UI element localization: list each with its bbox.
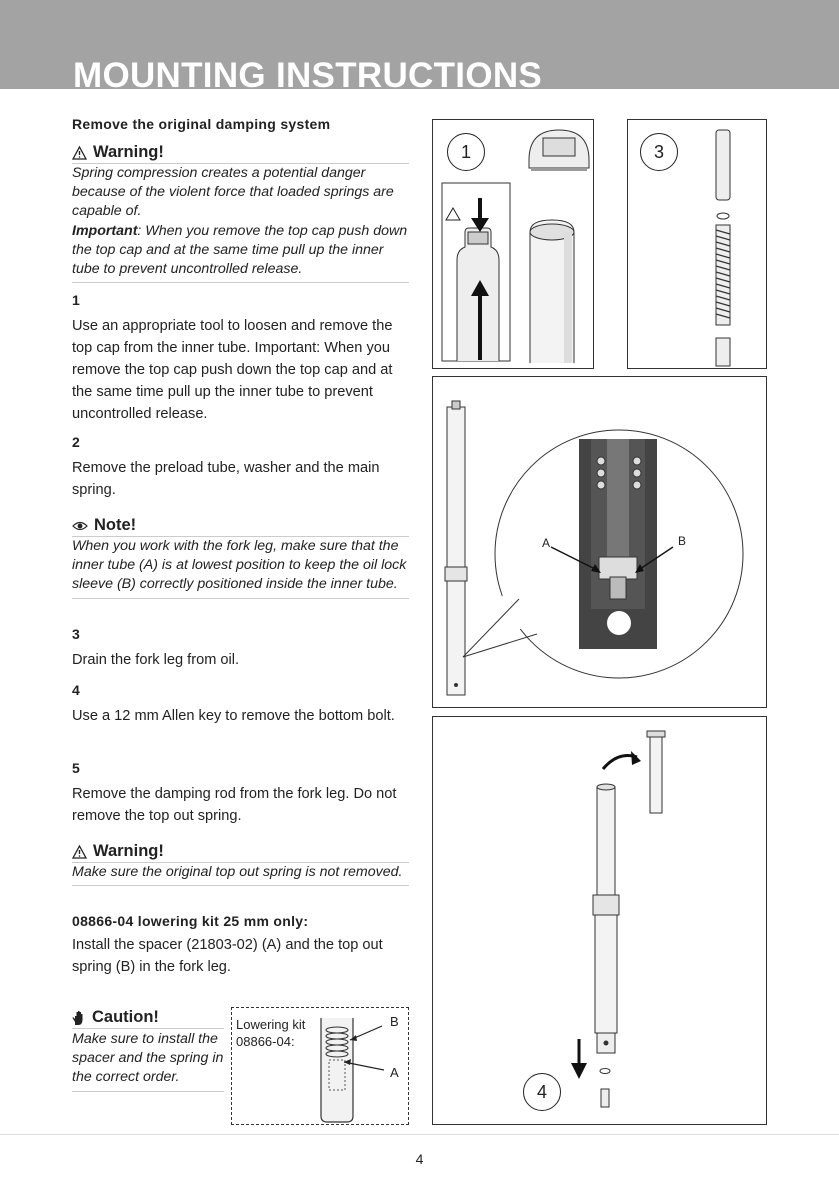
label-b: B [390,1014,399,1029]
note-title: Note! [94,516,137,534]
warning-triangle-icon [72,146,87,160]
step-1 [72,292,409,425]
figure-detail-panel [432,376,767,708]
warning-text: Make sure the original top out spring is not removed. [72,863,409,886]
figure-number: 1 [447,133,485,171]
step-number: 5 [72,760,80,776]
note-text: When you work with the fork leg, make sure that the inner tube (A) is at lowest position to keep the oil lock sleeve (B) correctly positioned inside the inner tube. [72,537,409,599]
warning-title: Warning! [93,143,164,161]
page-title: MOUNTING INSTRUCTIONS [73,56,543,89]
step-text: Use a 12 mm Allen key to remove the bottom bolt. [72,708,395,724]
warning-text: Spring compression creates a potential danger because of the violent force that loaded springs are capable of. [72,165,394,220]
page-number: 4 [415,1151,424,1167]
step-text: Use an appropriate tool to loosen and remove the top cap from the inner tube. Important: When you remove the top cap push down the top cap and at the same time pull up the inner tube to prevent uncontrolled release. [72,318,393,422]
caution-text: Make sure to install the spacer and the spring in the correct order. [72,1029,224,1092]
step-number: 3 [72,626,80,642]
kit-title: 08866-04 lowering kit 25 mm only: [72,913,309,929]
important-label: Important [72,222,138,239]
label-a: A [390,1065,399,1080]
detail-label-a: A [542,536,551,550]
step-number: 2 [72,434,80,450]
step-text: Drain the fork leg from oil. [72,652,240,668]
important-text: : When you remove the top cap push down the top cap and at the same time pull up the inner tube to prevent uncontrolled release. [72,222,408,278]
fork-tube-spring-illustration [232,1008,408,1124]
hand-icon [72,1010,86,1026]
note-box [72,516,409,599]
step-3 [72,626,409,671]
lowering-kit-number: 08866-04: [236,1034,295,1049]
figure-number: 3 [640,133,678,171]
step-text: Remove the damping rod from the fork leg. Do not remove the top out spring. [72,786,397,824]
warning-triangle-icon [72,845,87,859]
step-2 [72,434,409,501]
step-4 [72,682,409,727]
page-header [0,0,839,89]
step-number: 1 [72,292,80,308]
caution-title: Caution! [92,1008,159,1026]
fork-leg-detail-illustration [433,377,766,707]
footer-divider [0,1134,839,1135]
eye-icon [72,520,88,532]
kit-section [72,913,409,978]
damping-rod-removal-illustration [433,717,766,1124]
step-number: 4 [72,682,80,698]
figure-number: 4 [523,1073,561,1111]
step-5 [72,760,409,827]
lowering-kit-label: Lowering kit [236,1017,306,1032]
warning-title: Warning! [93,842,164,860]
warning-box-2 [72,842,409,886]
warning-box-1 [72,143,409,283]
caution-box [72,1008,224,1092]
lowering-kit-figure [231,1007,409,1125]
figure-4-panel [432,716,767,1125]
kit-text: Install the spacer (21803-02) (A) and the top out spring (B) in the fork leg. [72,937,383,975]
figure-1-panel [432,119,594,369]
section-title: Remove the original damping system [72,116,331,132]
step-text: Remove the preload tube, washer and the main spring. [72,460,380,498]
figure-3-panel [627,119,767,369]
detail-label-b: B [678,534,687,548]
